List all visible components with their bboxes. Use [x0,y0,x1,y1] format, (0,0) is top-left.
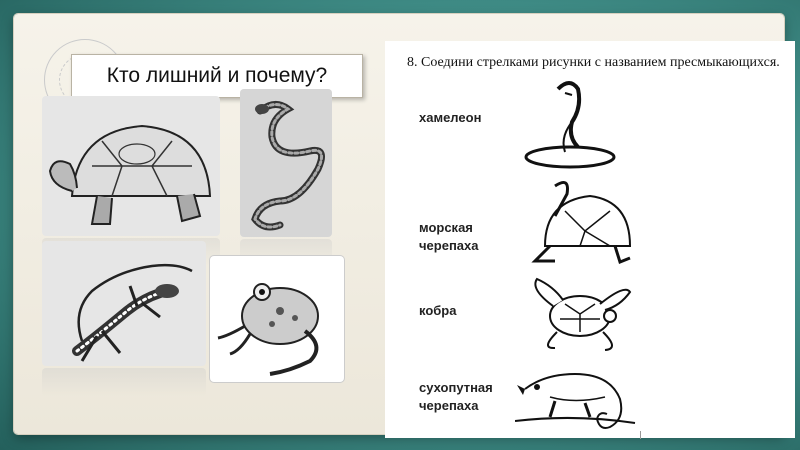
cobra-drawing [520,77,620,172]
worksheet [385,41,795,438]
snake-image [240,89,332,237]
label-land-tortoise: сухопутная черепаха [419,380,493,413]
lizard-reflection [42,368,206,396]
lizard-image [42,241,206,366]
label-cobra: кобра [419,303,457,318]
worksheet-heading: 8. Соедини стрелками рисунки с названием пресмыкающихся. [407,55,780,70]
label-sea-turtle: морская черепаха [419,220,479,253]
frog-image [210,256,344,382]
chameleon-drawing [515,359,655,437]
slide [14,14,784,434]
frog-drawing [210,256,344,382]
slide-title: Кто лишний и почему? [71,54,363,98]
snake-drawing [240,89,332,237]
tortoise-drawing [525,176,635,266]
turtle-image [42,96,220,236]
sea-turtle-drawing [525,274,635,354]
turtle-drawing [42,96,220,236]
label-chameleon: хамелеон [419,110,482,125]
bottom-mark [640,431,641,439]
lizard-drawing [42,241,206,366]
